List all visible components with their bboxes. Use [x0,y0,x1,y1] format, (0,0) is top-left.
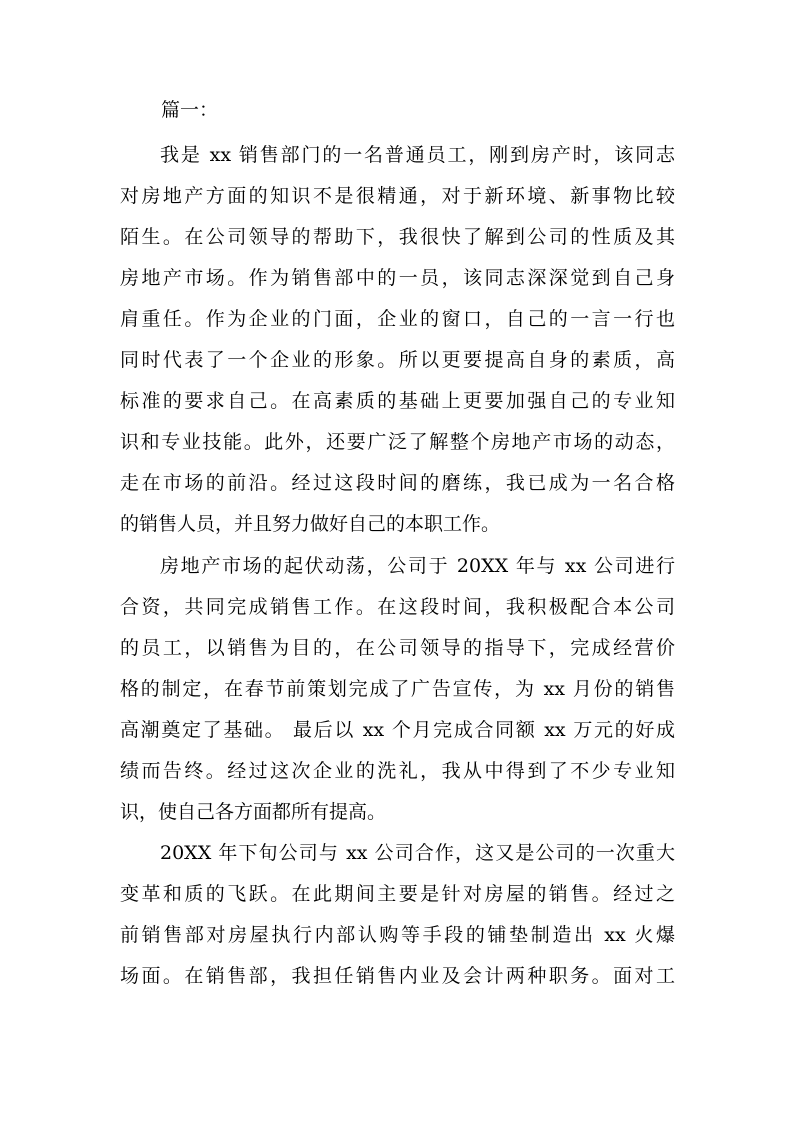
paragraph-1-line-8: 识和专业技能。此外，还要广泛了解整个房地产市场的动态， [120,431,675,453]
paragraph-1-line-1: 我是 xx 销售部门的一名普通员工，刚到房产时，该同志 [160,144,675,166]
paragraph-1-line-9: 走在市场的前沿。经过这段时间的磨练，我已成为一名合格 [120,472,675,494]
document-heading: 篇一： [161,99,219,121]
paragraph-3-line-3: 前销售部对房屋执行内部认购等手段的铺垫制造出 xx 火爆 [120,924,675,946]
paragraph-2-line-4: 格的制定，在春节前策划完成了广告宣传，为 xx 月份的销售 [120,678,675,700]
paragraph-2-line-1: 房地产市场的起伏动荡，公司于 20XX 年与 xx 公司进行 [160,555,675,577]
paragraph-2-line-7: 识，使自己各方面都所有提高。 [120,801,387,823]
paragraph-1-line-6: 同时代表了一个企业的形象。所以更要提高自身的素质，高 [120,349,675,371]
paragraph-1-line-5: 肩重任。作为企业的门面，企业的窗口，自己的一言一行也 [120,308,675,330]
paragraph-1-line-3: 陌生。在公司领导的帮助下，我很快了解到公司的性质及其 [120,226,675,248]
paragraph-2-line-3: 的员工，以销售为目的，在公司领导的指导下，完成经营价 [120,637,675,659]
paragraph-3-line-4: 场面。在销售部，我担任销售内业及会计两种职务。面对工 [120,965,675,987]
paragraph-1-line-4: 房地产市场。作为销售部中的一员，该同志深深觉到自己身 [120,267,675,289]
paragraph-1-line-2: 对房地产方面的知识不是很精通，对于新环境、新事物比较 [120,185,675,207]
paragraph-3-line-2: 变革和质的飞跃。在此期间主要是针对房屋的销售。经过之 [120,883,675,905]
paragraph-2-line-6: 绩而告终。经过这次企业的洗礼，我从中得到了不少专业知 [120,760,675,782]
paragraph-1-line-7: 标准的要求自己。在高素质的基础上更要加强自己的专业知 [120,390,675,412]
paragraph-3-line-1: 20XX 年下旬公司与 xx 公司合作，这又是公司的一次重大 [160,842,675,864]
paragraph-2-line-2: 合资，共同完成销售工作。在这段时间，我积极配合本公司 [120,596,675,618]
paragraph-1-line-10: 的销售人员，并且努力做好自己的本职工作。 [120,513,501,535]
paragraph-2-line-5: 高潮奠定了基础。 最后以 xx 个月完成合同额 xx 万元的好成 [120,719,675,741]
